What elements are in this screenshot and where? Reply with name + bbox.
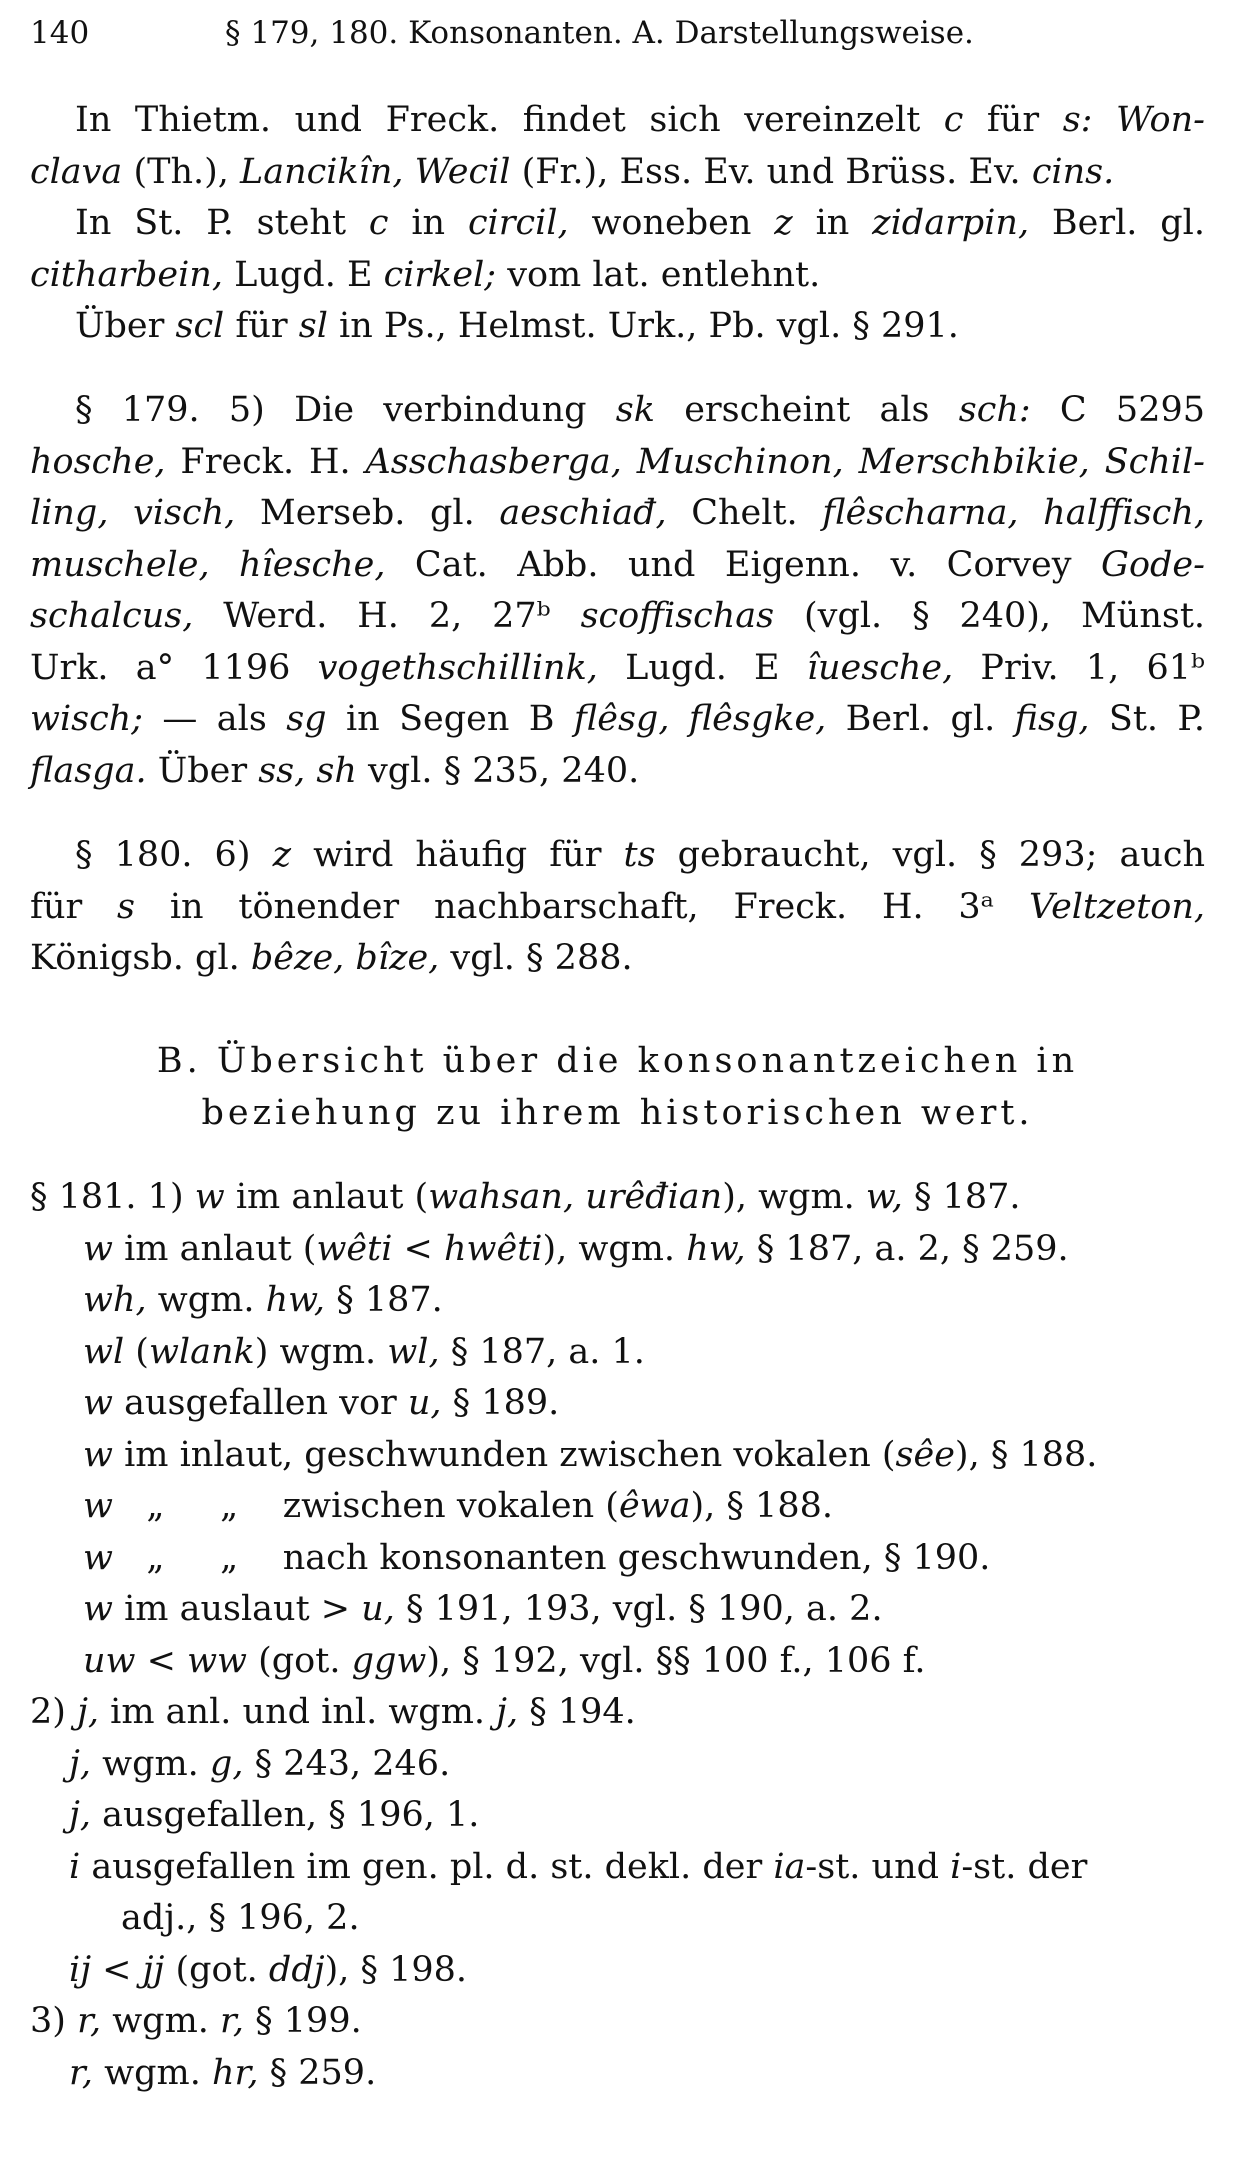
list-item [30,1481,1205,1533]
text-line [30,437,1205,489]
italic-word: u, [407,1383,442,1423]
italic-word: w, [865,1177,903,1217]
text-span: ), § 188. [954,1434,1098,1475]
italic-word: wêti [316,1228,393,1269]
text-span: im anlaut ( [112,1228,317,1269]
list-item [30,1584,1205,1636]
text-line [30,95,1205,147]
italic-word: Veltzeton, [1029,886,1205,927]
text-span: Werd. H. 2, 27ᵇ [193,596,581,636]
italic-word: scoffischas [580,596,775,636]
text-span: Königsb. gl. [30,938,251,978]
text-line [30,250,1205,302]
text-span: (got. [164,1949,269,1990]
text-span: woneben [568,203,775,243]
text-span: Lugd. E [597,647,807,688]
list-item [30,1945,1205,1997]
italic-word: flêsg, flêsgke, [573,699,827,739]
italic-word: hosche, [30,441,166,482]
italic-word: cirkel; [383,254,497,295]
text-span: erscheint als [654,390,959,430]
italic-word: zidarpin, [872,203,1030,243]
running-header [30,8,1205,58]
italic-word: jj [142,1949,165,1990]
section-heading-b [30,1036,1205,1139]
text-span: C 5295 [1030,390,1205,430]
text-span: in Segen B [326,699,574,739]
text-span: In St. P. steht [75,203,369,243]
text-span: ausgefallen, § 196, 1. [90,1795,480,1835]
italic-word: ggw [351,1640,427,1681]
text-span: -st. und [805,1846,951,1887]
text-span: St. P. [1089,699,1205,739]
italic-word: muschele, hîesche, [30,544,386,585]
italic-word: hwêti [443,1228,543,1269]
italic-word: wl, [387,1331,440,1372]
text-span: ), § 188. [690,1486,833,1526]
text-span: (Th.), [122,151,241,192]
italic-word: j, [69,1795,91,1835]
text-span: (Fr.), Ess. Ev. und Brüss. Ev. [510,151,1032,192]
italic-word: citharbein, [30,254,223,295]
text-span: (vgl. § 240), Münst. [774,596,1205,636]
text-span: Merseb. gl. [235,493,500,533]
italic-word: Asschasberga, Muschinon, Merschbikie, Schil- [365,441,1205,482]
text-span: < [392,1228,444,1269]
list-item [30,1533,1205,1585]
text-span: in Ps., Helmst. Urk., Pb. vgl. § 291. [327,306,959,346]
italic-word: hw, [686,1228,746,1269]
text-span: -st. der [961,1846,1088,1887]
italic-word: c [368,203,389,243]
italic-word: hr, [211,2052,259,2093]
text-span: gebraucht, vgl. § 293; auch [655,835,1205,875]
italic-word: aeschiađ, [499,493,667,533]
italic-word: sl [298,306,328,346]
italic-word: c [943,100,964,140]
section-179 [30,385,1205,797]
italic-word: w [83,1537,113,1578]
italic-word: s: Won- [1062,100,1205,140]
list-item [30,1275,1205,1327]
italic-word: ddj [268,1949,325,1990]
italic-word: sêe [895,1434,955,1475]
italic-word: flêscharna, halffisch, [822,493,1205,533]
italic-word: j, [69,1743,91,1784]
list-item [30,1996,1205,2048]
text-span: beziehung zu ihrem historischen wert. [201,1092,1034,1133]
text-line [30,198,1205,250]
text-span: im anl. und inl. wgm. [99,1692,497,1732]
italic-word: sch: [958,390,1031,430]
text-span: § 181. 1) [30,1177,195,1217]
italic-word: fisg, [1014,699,1090,739]
italic-word: j, [496,1692,519,1732]
text-span: vgl. § 235, 240. [356,750,640,791]
text-span: § 187. [325,1280,443,1320]
list-item [30,1430,1205,1482]
text-span: für [224,306,299,346]
italic-word: ia [773,1846,806,1887]
text-span: B. Übersicht über die konsonantzeichen in [156,1041,1079,1081]
text-span: wgm. [90,1743,210,1784]
text-span: < [135,1640,188,1681]
italic-word: wh, [83,1280,147,1320]
text-span: adj., § 196, 2. [121,1898,360,1938]
list-item [30,1739,1205,1791]
text-span: ausgefallen im gen. pl. d. st. dekl. der [80,1846,774,1887]
text-line [30,591,1205,643]
list-item [30,1842,1205,1894]
list-item [30,1378,1205,1430]
text-span: ), § 192, vgl. §§ 100 f., 106 f. [426,1640,926,1681]
text-span: im inlaut, geschwunden zwischen vokalen ( [112,1434,896,1475]
italic-word: wisch; [30,699,144,739]
text-span: § 179. 5) Die verbindung [75,390,616,430]
text-span: ausgefallen vor [112,1383,408,1423]
text-span: Berl. gl. [1029,203,1205,243]
text-span: 3) [30,2001,78,2041]
text-span: § 191, 193, vgl. § 190, a. 2. [394,1589,883,1629]
list-item [30,1636,1205,1688]
italic-word: z [272,835,292,875]
heading-line [30,1088,1205,1140]
text-span: § 180. 6) [75,835,273,875]
italic-word: hw, [265,1280,326,1320]
italic-word: bêze, bîze, [250,938,440,978]
text-span: Lugd. E [222,254,384,295]
section-181-list [30,1172,1205,2099]
italic-word: îuesche, [806,647,954,688]
text-span: im anlaut ( [224,1177,429,1217]
text-span: „ „ nach konsonanten geschwunden, § 190. [112,1537,991,1578]
text-span: < [91,1949,143,1990]
text-span: ), wgm. [542,1228,687,1269]
text-span: § 187, a. 2, § 259. [745,1228,1069,1269]
italic-word: w [83,1228,113,1269]
italic-word: flasga. [30,750,147,791]
text-span: 2) [30,1692,78,1732]
list-item [30,1172,1205,1224]
italic-word: i [950,1846,962,1887]
text-span: in tönender nachbarschaft, Freck. H. 3ᵃ [135,886,1029,927]
text-span: wird häufig für [291,835,624,875]
italic-word: w [194,1177,225,1217]
text-span: § 194. [518,1692,636,1732]
section-180 [30,830,1205,985]
text-span: Berl. gl. [826,699,1015,739]
italic-word: wlank [148,1331,255,1372]
italic-word: ww [187,1640,247,1681]
italic-word: r, [77,2001,102,2041]
text-span: im auslaut > [112,1589,362,1629]
text-span: — als [143,699,287,739]
italic-word: u, [361,1589,395,1629]
list-item [30,2048,1205,2100]
text-span: wgm. [101,2001,221,2041]
italic-word: circil, [467,203,569,243]
text-span: ), § 198. [324,1949,468,1990]
text-span: § 199. [244,2001,362,2041]
heading-line [30,1036,1205,1088]
italic-word: s [117,886,136,927]
text-span: Freck. H. [165,441,366,482]
text-span: § 259. [258,2052,377,2093]
italic-word: wl [83,1331,125,1372]
italic-word: uw [83,1640,136,1681]
italic-word: w [83,1589,113,1629]
list-item [30,1224,1205,1276]
italic-word: z [774,203,793,243]
italic-word: ss, sh [258,750,357,791]
text-line [30,301,1205,353]
text-span: Über [75,306,176,346]
text-span: § 189. [441,1383,560,1423]
text-span: vgl. § 288. [439,938,633,978]
text-span: § 187. [902,1177,1021,1217]
italic-word: clava [30,151,123,192]
italic-word: r, [220,2001,245,2041]
italic-word: w [83,1486,113,1526]
running-title: § 179, 180. Konsonanten. A. Darstellungsweise. [225,15,974,51]
list-item [30,1327,1205,1379]
text-line [30,540,1205,592]
text-line [30,643,1205,695]
text-span: ( [124,1331,149,1372]
italic-word: i [69,1846,81,1887]
text-span: Über [146,750,259,791]
italic-word: w [83,1383,113,1423]
text-span: für [30,886,118,927]
text-span: § 187, a. 1. [439,1331,645,1372]
italic-word: ij [69,1949,92,1990]
italic-word: wahsan, urêđian [428,1177,723,1217]
text-line [30,147,1205,199]
text-line [30,746,1205,798]
italic-word: cins. [1031,151,1115,192]
text-line [30,933,1205,985]
italic-word: sk [615,390,655,430]
italic-word: sg [286,699,327,739]
italic-word: r, [69,2052,94,2093]
italic-word: ling, visch, [30,493,236,533]
text-span: § 243, 246. [243,1743,451,1784]
text-line [30,694,1205,746]
paragraph-c-for-s [30,95,1205,353]
italic-word: Lancikîn, Wecil [240,151,511,192]
text-span: vom lat. entlehnt. [496,254,821,295]
italic-word: Gode- [1101,544,1205,585]
text-span: (got. [247,1640,352,1681]
italic-word: schalcus, [30,596,194,636]
italic-word: scl [175,306,225,346]
italic-word: êwa [618,1486,691,1526]
text-span: Urk. a° 1196 [30,647,318,688]
text-span: In Thietm. und Freck. findet sich vereinzelt [75,100,944,140]
italic-word: w [83,1434,113,1475]
list-item [30,1893,1205,1945]
italic-word: j, [77,1692,100,1732]
page-number: 140 [30,15,90,51]
italic-word: vogethschillink, [317,647,598,688]
text-span: ) wgm. [254,1331,388,1372]
italic-word: g, [209,1743,244,1784]
text-span: wgm. [146,1280,266,1320]
text-span: „ „ zwischen vokalen ( [112,1486,619,1526]
text-line [30,385,1205,437]
text-span: ), wgm. [722,1177,866,1217]
text-span: Chelt. [666,493,823,533]
list-item [30,1790,1205,1842]
text-line [30,882,1205,934]
text-line [30,488,1205,540]
italic-word: ts [623,835,656,875]
text-span: wgm. [93,2052,212,2093]
text-line [30,830,1205,882]
text-span: Cat. Abb. und Eigenn. v. Corvey [385,544,1101,585]
list-item [30,1687,1205,1739]
text-span: in [388,203,468,243]
text-span: Priv. 1, 61ᵇ [953,647,1205,688]
text-span: in [792,203,873,243]
text-span: für [963,100,1063,140]
